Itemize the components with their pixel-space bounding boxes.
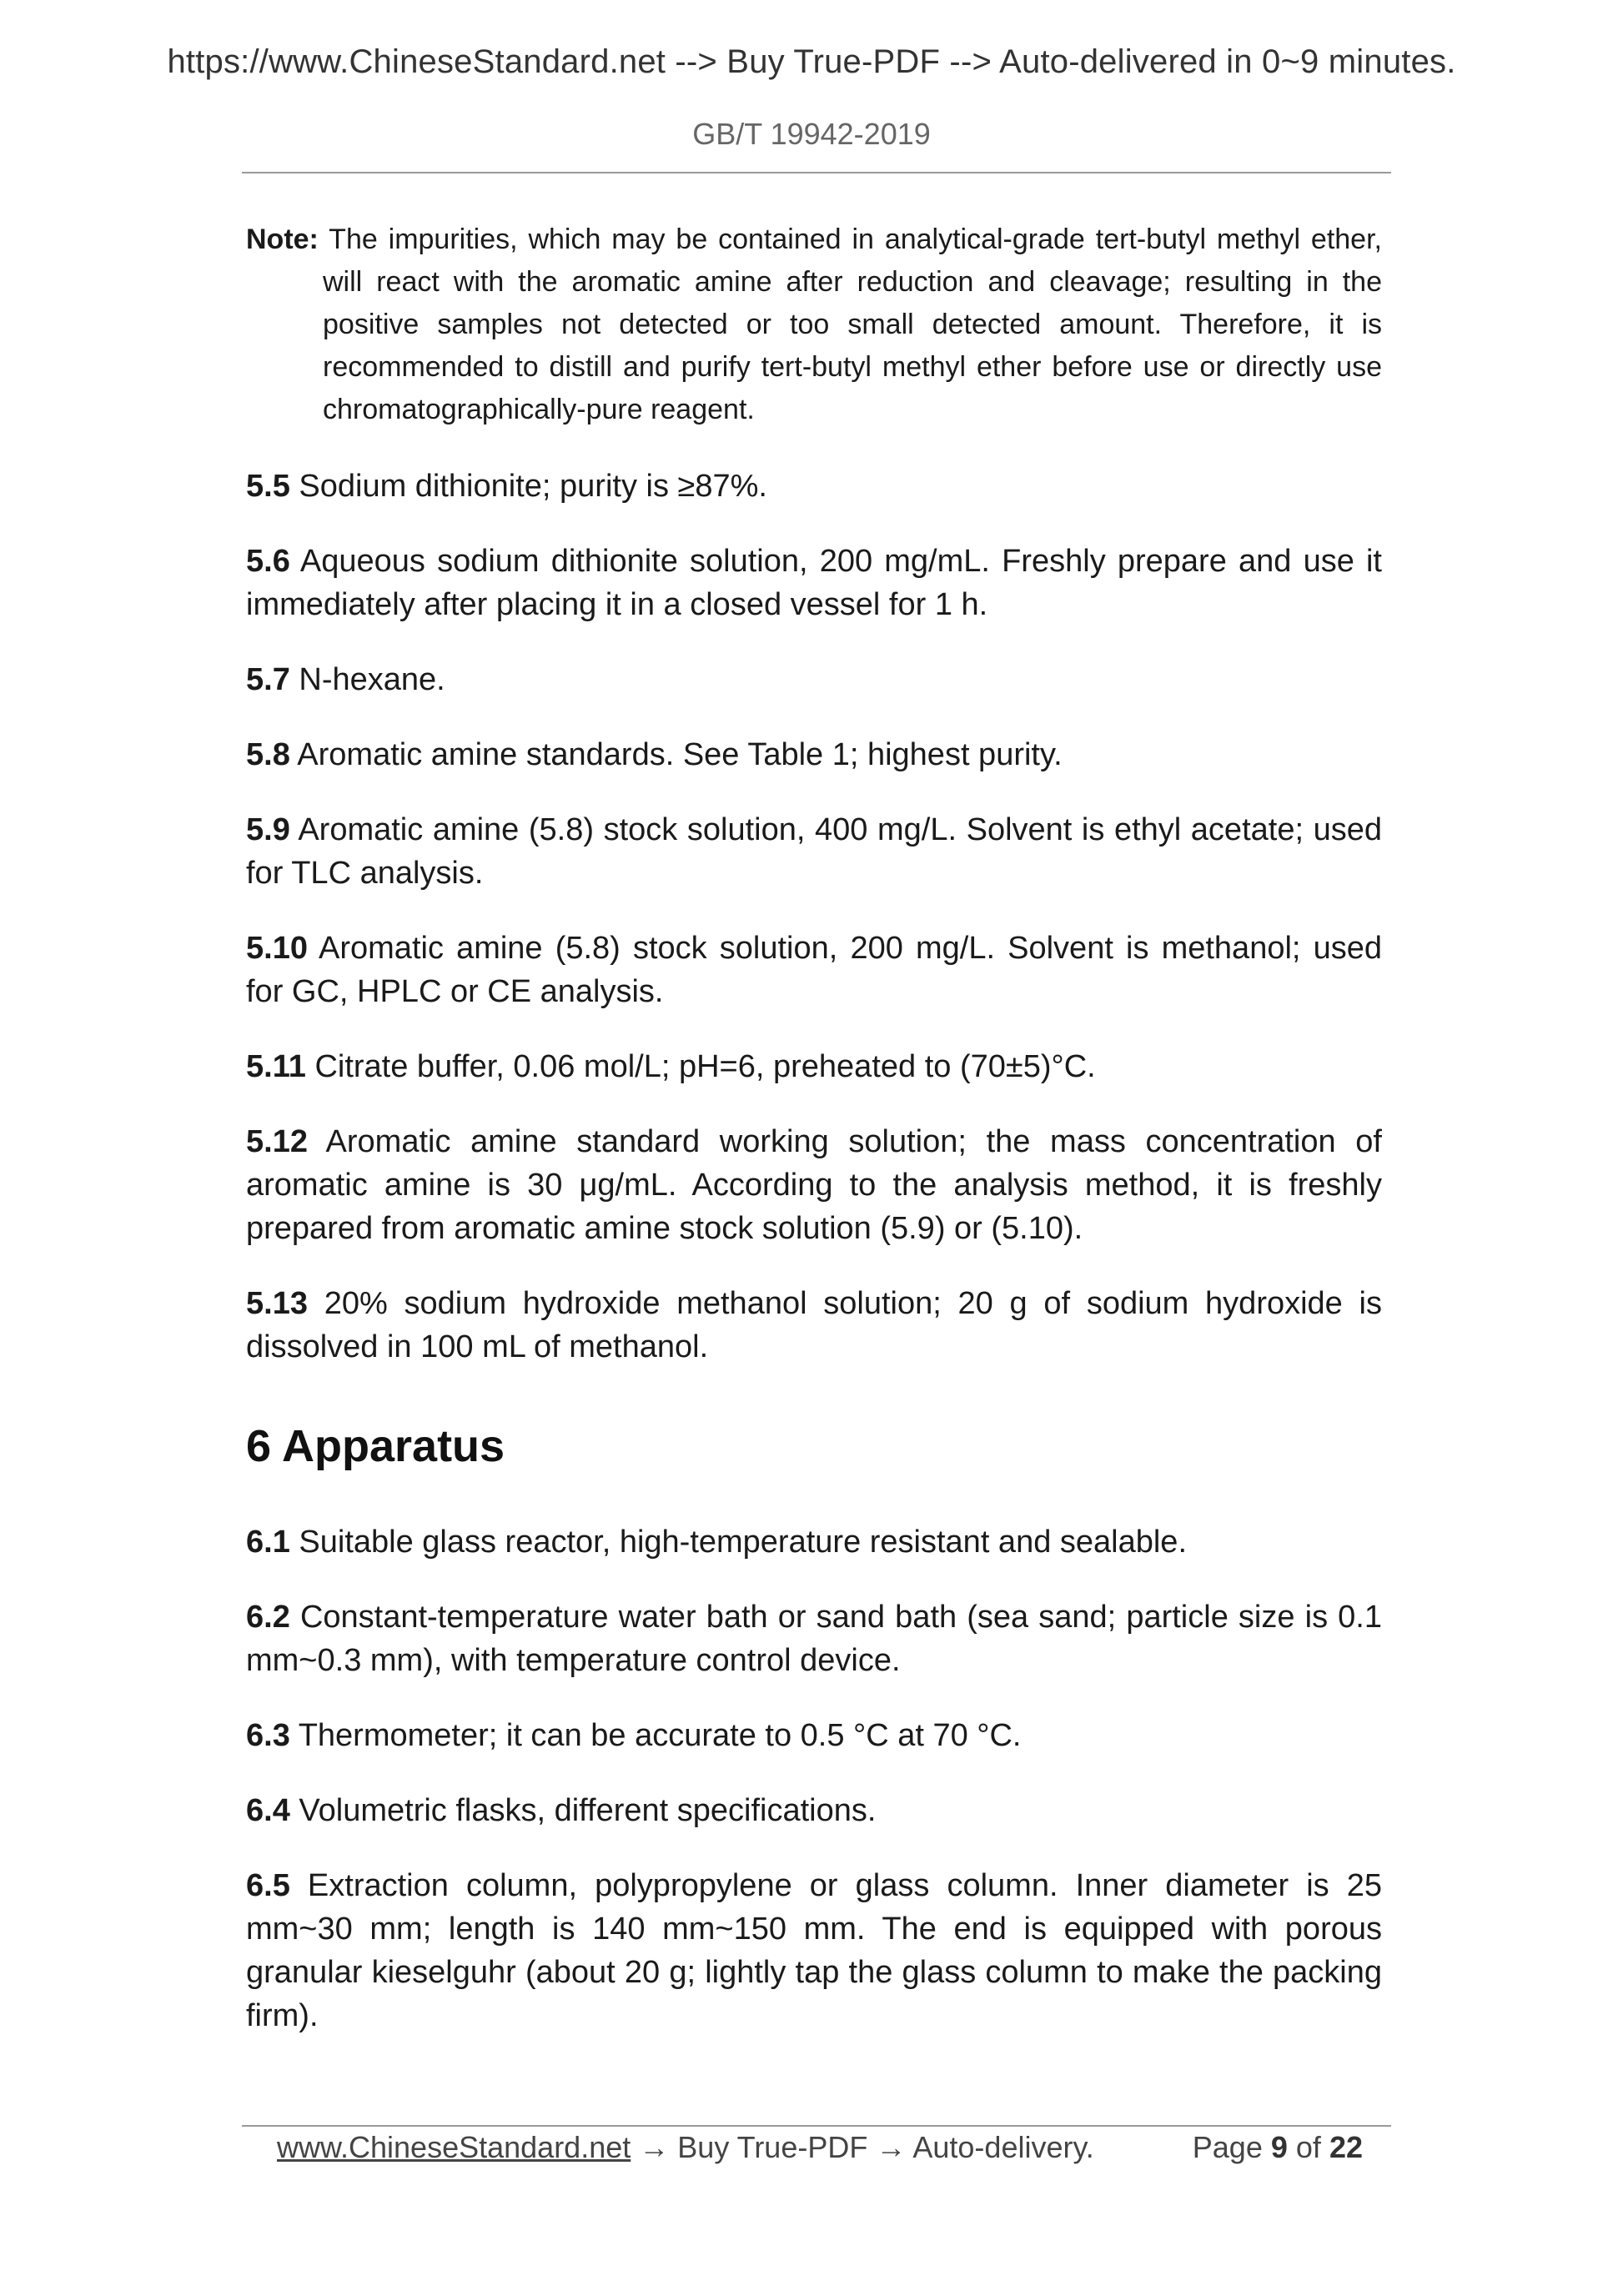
clause-text: Aromatic amine standards. See Table 1; highest purity. (297, 737, 1063, 772)
clause-number: 5.12 (246, 1124, 308, 1159)
clause-text: Constant-temperature water bath or sand bath (sea sand; particle size is 0.1 mm~0.3 mm), with temperature control device. (246, 1600, 1382, 1678)
clause-text: 20% sodium hydroxide methanol solution; 20 g of sodium hydroxide is dissolved in 100 mL of methanol. (246, 1286, 1382, 1364)
arrow-icon: → (639, 2130, 670, 2164)
clause-text: N-hexane. (299, 662, 445, 697)
clause-number: 5.5 (246, 469, 290, 504)
clause-text: Extraction column, polypropylene or glass column. Inner diameter is 25 mm~30 mm; length is 140 mm~150 mm. The end is equipped with porous granular kieselguhr (about 20 g; lightly tap the glass column to make the packing firm). (246, 1868, 1382, 2033)
note-paragraph (246, 219, 1382, 431)
clause-5-11 (246, 1045, 1382, 1088)
arrow-icon: → (876, 2130, 907, 2164)
clause-5-9 (246, 808, 1382, 895)
page-number (1193, 2130, 1363, 2165)
clause-text: Aromatic amine (5.8) stock solution, 400 mg/L. Solvent is ethyl acetate; used for TLC analysis. (246, 812, 1382, 891)
clause-number: 5.6 (246, 544, 290, 579)
clause-number: 5.8 (246, 737, 290, 772)
header-divider (242, 172, 1391, 173)
clause-text: Suitable glass reactor, high-temperature resistant and sealable. (299, 1525, 1188, 1560)
clause-text: Thermometer; it can be accurate to 0.5 °C at 70 °C. (298, 1718, 1022, 1753)
clause-text: Aromatic amine standard working solution; the mass concentration of aromatic amine is 30 μg/mL. According to the analysis method, it is freshly prepared from aromatic amine stock solution (5.9) or (5.10). (246, 1124, 1382, 1246)
page-content (246, 219, 1382, 2069)
clause-text: Sodium dithionite; purity is ≥87%. (299, 469, 767, 504)
clause-number: 5.13 (246, 1286, 308, 1321)
clause-5-8 (246, 733, 1382, 776)
clause-6-5 (246, 1864, 1382, 2037)
of-word: of (1295, 2130, 1321, 2164)
clause-6-1 (246, 1520, 1382, 1564)
page-current: 9 (1270, 2130, 1288, 2164)
clause-number: 6.5 (246, 1868, 290, 1903)
clause-number: 5.9 (246, 812, 290, 847)
clause-number: 6.2 (246, 1600, 290, 1635)
clause-text: Aqueous sodium dithionite solution, 200 mg/mL. Freshly prepare and use it immediately after placing it in a closed vessel for 1 h. (246, 544, 1382, 622)
clause-number: 5.7 (246, 662, 290, 697)
note-label: Note: (246, 224, 319, 255)
footer-divider (242, 2125, 1391, 2127)
note-text: The impurities, which may be contained in analytical-grade tert-butyl methyl ether, will react with the aromatic amine after reduction and cleavage; resulting in the positive samples not detected or too small detected amount. Therefore, it is recommended to distill and purify tert-butyl methyl ether before use or directly use chromatographically-pure reagent. (323, 224, 1382, 425)
clause-6-2 (246, 1595, 1382, 1682)
standard-code: GB/T 19942-2019 (692, 117, 931, 151)
clause-5-10 (246, 927, 1382, 1013)
clause-text: Volumetric flasks, different specifications. (299, 1793, 877, 1828)
header-banner: https://www.ChineseStandard.net --> Buy True-PDF --> Auto-delivered in 0~9 minutes. (167, 43, 1456, 80)
clause-number: 5.10 (246, 931, 308, 966)
buy-text: Buy True-PDF (677, 2130, 868, 2164)
page-word: Page (1192, 2130, 1263, 2164)
clause-5-12 (246, 1120, 1382, 1250)
clause-6-4 (246, 1789, 1382, 1832)
clause-text: Citrate buffer, 0.06 mol/L; pH=6, preheated to (70±5)°C. (314, 1049, 1096, 1084)
site-link[interactable]: www.ChineseStandard.net (277, 2130, 631, 2164)
clause-5-5 (246, 465, 1382, 508)
clause-5-7 (246, 658, 1382, 701)
clause-5-13 (246, 1282, 1382, 1369)
clause-6-3 (246, 1714, 1382, 1757)
footer-left (277, 2130, 1094, 2165)
clause-number: 5.11 (246, 1049, 306, 1084)
page-total: 22 (1329, 2130, 1363, 2164)
clause-text: Aromatic amine (5.8) stock solution, 200 mg/L. Solvent is methanol; used for GC, HPLC or CE analysis. (246, 931, 1382, 1009)
clause-number: 6.4 (246, 1793, 290, 1828)
page-footer (242, 2130, 1391, 2180)
clause-number: 6.3 (246, 1718, 290, 1753)
delivery-text: Auto-delivery. (912, 2130, 1094, 2164)
clause-5-6 (246, 540, 1382, 626)
section-heading: 6 Apparatus (246, 1421, 505, 1471)
clause-number: 6.1 (246, 1525, 290, 1560)
